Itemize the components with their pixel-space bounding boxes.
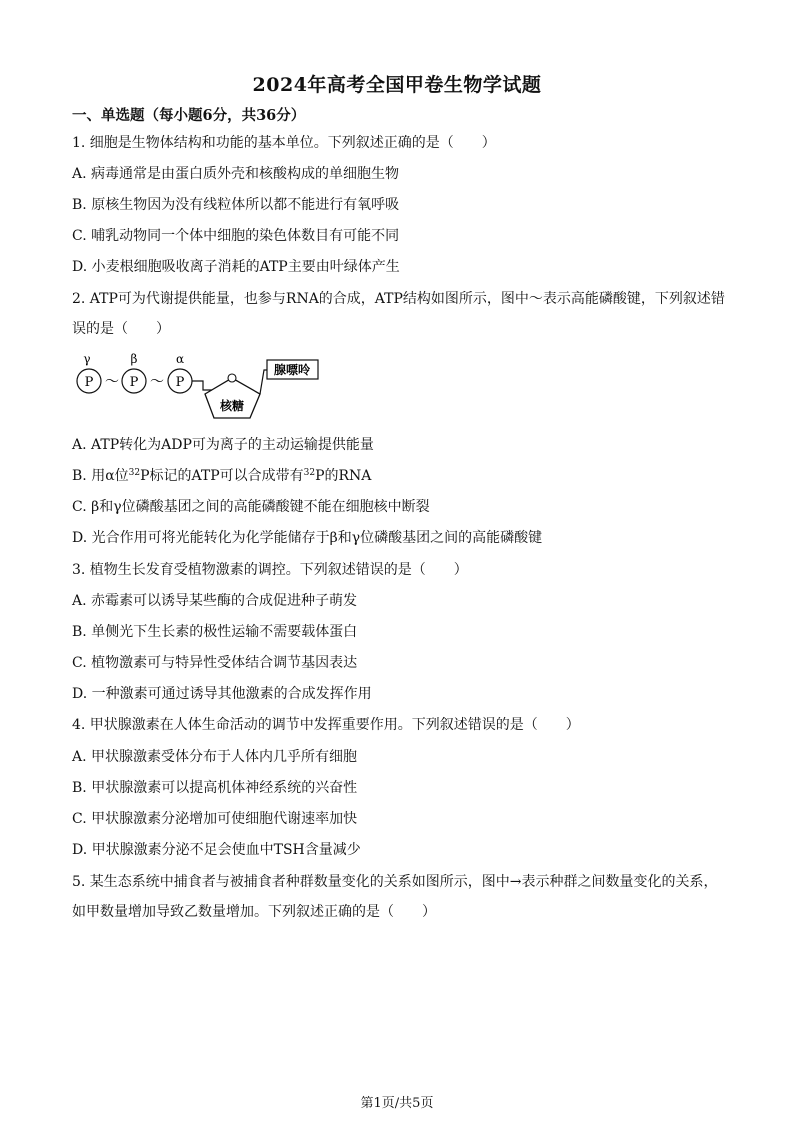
q2-option-b-part2: P标记的ATP可以合成带有 <box>140 468 304 484</box>
adenine-label: 腺嘌呤 <box>273 363 311 377</box>
q2-option-b <box>72 467 371 485</box>
q1-option-a: A. 病毒通常是由蛋白质外壳和核酸构成的单细胞生物 <box>72 166 400 182</box>
phosphate-ribose-bond <box>192 381 212 390</box>
q5-stem-line1: 5. 某生态系统中捕食者与被捕食者种群数量变化的关系如图所示，图中→表示种群之间数量变化的关系， <box>72 874 718 890</box>
q4-option-b: B. 甲状腺激素可以提高机体神经系统的兴奋性 <box>72 780 358 796</box>
q3-option-b: B. 单侧光下生长素的极性运输不需要载体蛋白 <box>72 624 358 640</box>
ring-oxygen <box>228 374 236 382</box>
section-heading: 一、单选题（每小题6分，共36分） <box>72 107 306 124</box>
q2-stem-line2: 误的是（ ） <box>72 321 170 337</box>
q4-stem: 4. 甲状腺激素在人体生命活动的调节中发挥重要作用。下列叙述错误的是（ ） <box>72 717 580 733</box>
page-title: 2024年高考全国甲卷生物学试题 <box>252 74 542 96</box>
ribose-adenine-bond <box>260 370 267 394</box>
q3-option-c: C. 植物激素可与特异性受体结合调节基因表达 <box>72 655 358 671</box>
q4-option-d: D. 甲状腺激素分泌不足会使血中TSH含量减少 <box>72 842 361 858</box>
high-energy-bond-1: ～ <box>105 374 119 390</box>
high-energy-bond-2: ～ <box>150 374 164 390</box>
q1-option-d: D. 小麦根细胞吸收离子消耗的ATP主要由叶绿体产生 <box>72 259 400 275</box>
phosphate-beta-label: P <box>129 375 139 390</box>
q2-option-b-part3: P的RNA <box>315 468 372 484</box>
phosphate-alpha-label: P <box>175 375 185 390</box>
beta-label: β <box>130 352 138 366</box>
q1-option-b: B. 原核生物因为没有线粒体所以都不能进行有氧呼吸 <box>72 197 400 213</box>
q2-option-b-part1: B. 用α位 <box>72 468 129 484</box>
page-number: 第1页/共5页 <box>360 1096 434 1111</box>
q2-option-d: D. 光合作用可将光能转化为化学能储存于β和γ位磷酸基团之间的高能磷酸键 <box>72 530 543 546</box>
q2-option-a: A. ATP转化为ADP可为离子的主动运输提供能量 <box>72 437 374 453</box>
isotope-superscript-2: 32 <box>303 468 316 478</box>
alpha-label: α <box>175 352 185 366</box>
ribose-label: 核糖 <box>219 399 245 413</box>
q2-stem-line1: 2. ATP可为代谢提供能量，也参与RNA的合成，ATP结构如图所示，图中～表示高能磷酸键，下列叙述错 <box>72 291 725 307</box>
q1-stem: 1. 细胞是生物体结构和功能的基本单位。下列叙述正确的是（ ） <box>72 135 496 151</box>
phosphate-gamma-label: P <box>84 375 94 390</box>
q2-option-c: C. β和γ位磷酸基团之间的高能磷酸键不能在细胞核中断裂 <box>72 499 430 515</box>
q4-option-a: A. 甲状腺激素受体分布于人体内几乎所有细胞 <box>72 749 358 765</box>
q5-stem-line2: 如甲数量增加导致乙数量增加。下列叙述正确的是（ ） <box>72 904 436 920</box>
q1-option-c: C. 哺乳动物同一个体中细胞的染色体数目有可能不同 <box>72 228 400 244</box>
q3-option-a: A. 赤霉素可以诱导某些酶的合成促进种子萌发 <box>72 593 358 609</box>
isotope-superscript-1: 32 <box>128 468 141 478</box>
gamma-label: γ <box>83 352 91 366</box>
q3-option-d: D. 一种激素可通过诱导其他激素的合成发挥作用 <box>72 686 372 702</box>
q4-option-c: C. 甲状腺激素分泌增加可使细胞代谢速率加快 <box>72 811 358 827</box>
atp-structure-diagram <box>72 350 332 422</box>
q3-stem: 3. 植物生长发育受植物激素的调控。下列叙述错误的是（ ） <box>72 562 468 578</box>
